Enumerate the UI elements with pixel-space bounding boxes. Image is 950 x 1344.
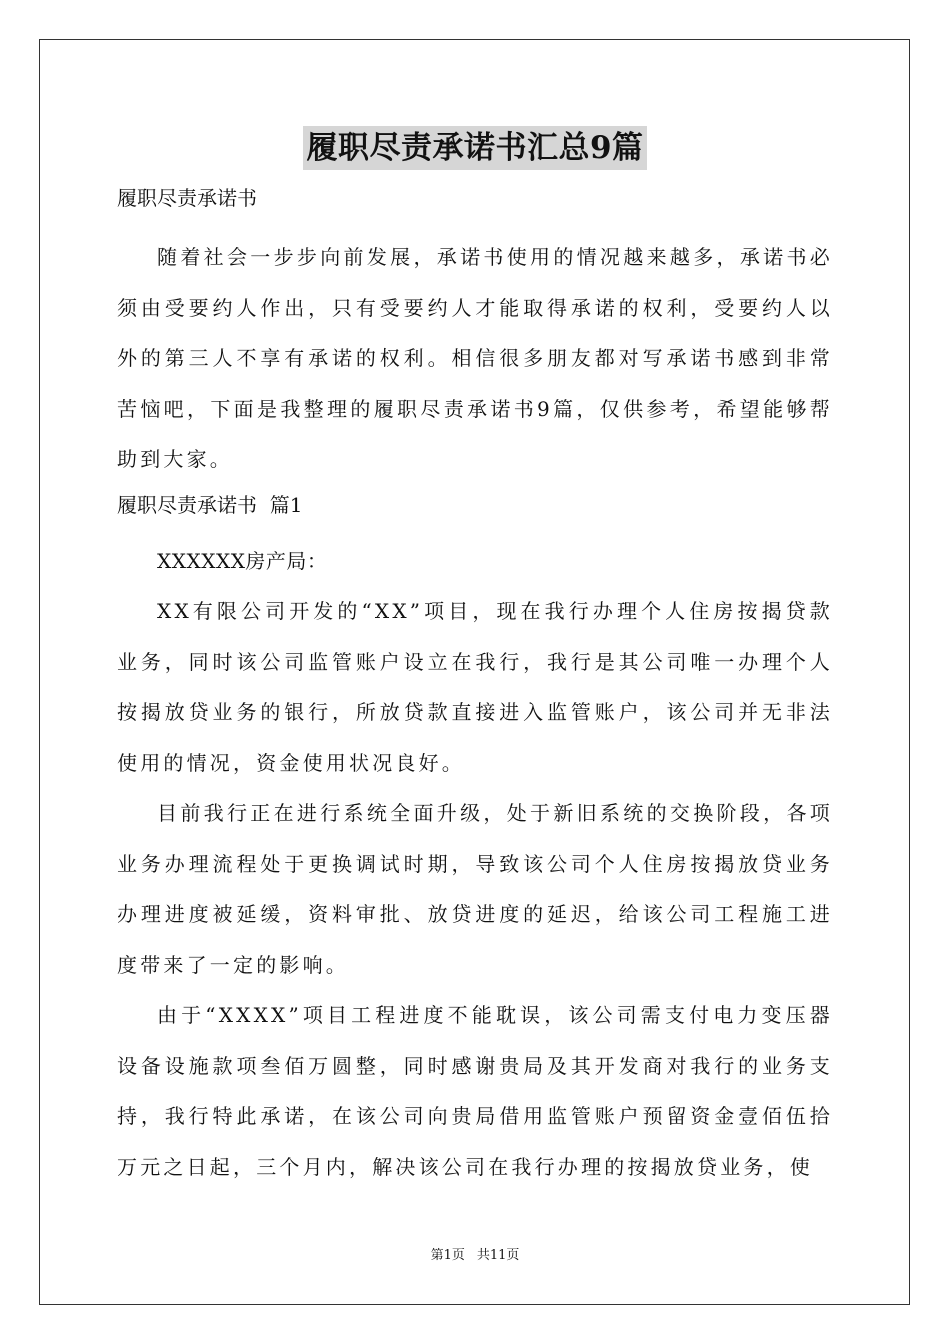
page-number: 第1页 xyxy=(430,1248,465,1263)
body-paragraph-2: 目前我行正在进行系统全面升级，处于新旧系统的交换阶段，各项业务办理流程处于更换调试时期，导致该公司个人住房按揭放贷业务办理进度被延缓，资料审批、放贷进度的延迟，给该公司工程施工进度带来了一定的影响。 xyxy=(117,801,833,977)
page-footer xyxy=(0,1247,950,1265)
body-paragraph-1: XX有限公司开发的“XX”项目，现在我行办理个人住房按揭贷款业务，同时该公司监管账户设立在我行，我行是其公司唯一办理个人按揭放贷业务的银行，所放贷款直接进入监管账户，该公司并无非法使用的情况，资金使用状况良好。 xyxy=(117,599,833,775)
document-title: 履职尽责承诺书汇总9篇 xyxy=(303,126,646,170)
body-paragraph-3: 由于“XXXX”项目工程进度不能耽误，该公司需支付电力变压器设备设施款项叁佰万圆整，同时感谢贵局及其开发商对我行的业务支持，我行特此承诺，在该公司向贵局借用监管账户预留资金壹佰伍拾万元之日起，三个月内，解决该公司在我行办理的按揭放贷业务，使 xyxy=(117,1003,833,1179)
intro-paragraph: 随着社会一步步向前发展，承诺书使用的情况越来越多，承诺书必须由受要约人作出，只有受要约人才能取得承诺的权利，受要约人以外的第三人不享有承诺的权利。相信很多朋友都对写承诺书感到非常苦恼吧，下面是我整理的履职尽责承诺书9篇，仅供参考，希望能够帮助到大家。 xyxy=(117,245,833,471)
page-total: 共11页 xyxy=(476,1248,520,1263)
document-body xyxy=(117,180,833,1192)
document-subtitle: 履职尽责承诺书 xyxy=(117,186,257,210)
section-heading: 履职尽责承诺书 篇1 xyxy=(117,492,303,517)
title-wrap xyxy=(0,126,950,170)
salutation: XXXXXX房产局： xyxy=(157,548,328,573)
